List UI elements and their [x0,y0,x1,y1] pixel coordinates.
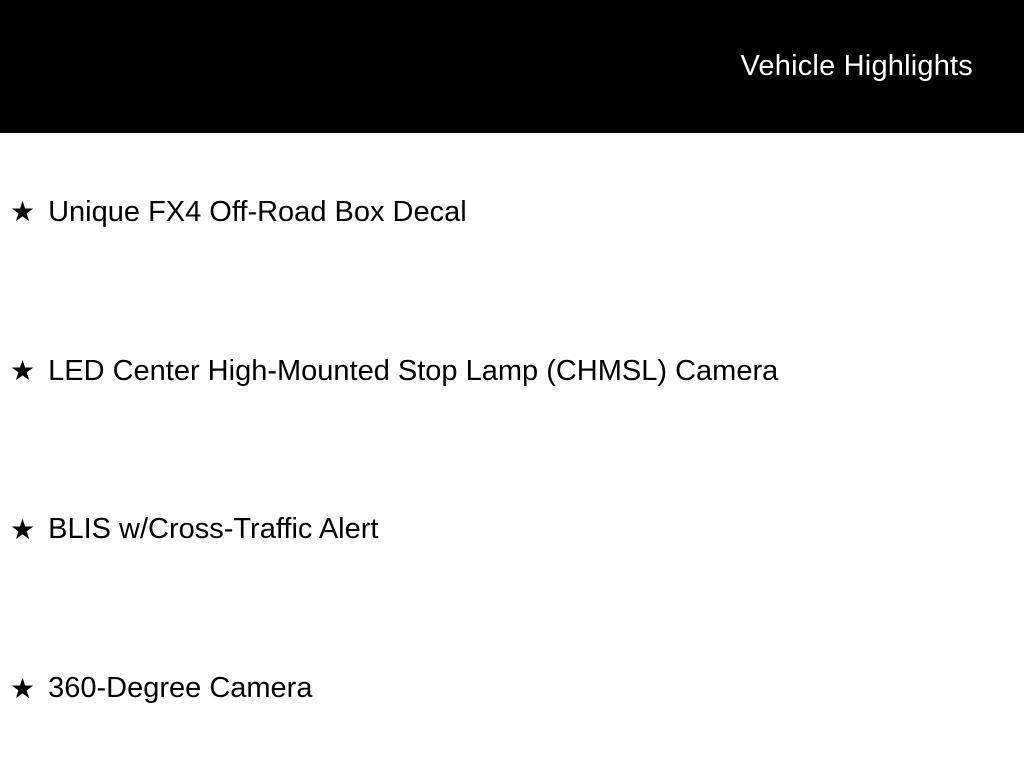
star-icon: ★ [10,513,36,545]
highlights-list [0,133,1024,768]
star-icon: ★ [10,355,36,387]
list-item-label: BLIS w/Cross-Traffic Alert [48,513,379,546]
list-item [0,292,1024,451]
list-item-label: LED Center High-Mounted Stop Lamp (CHMSL) Camera [48,354,779,387]
list-item [0,133,1024,292]
star-icon: ★ [10,196,36,228]
list-item-label: 360-Degree Camera [48,672,313,705]
page-title: Vehicle Highlights [740,50,973,82]
list-item-label: Unique FX4 Off-Road Box Decal [48,195,467,228]
list-item [0,451,1024,610]
list-item [0,609,1024,768]
title-bar [0,0,1024,133]
star-icon: ★ [10,672,36,704]
